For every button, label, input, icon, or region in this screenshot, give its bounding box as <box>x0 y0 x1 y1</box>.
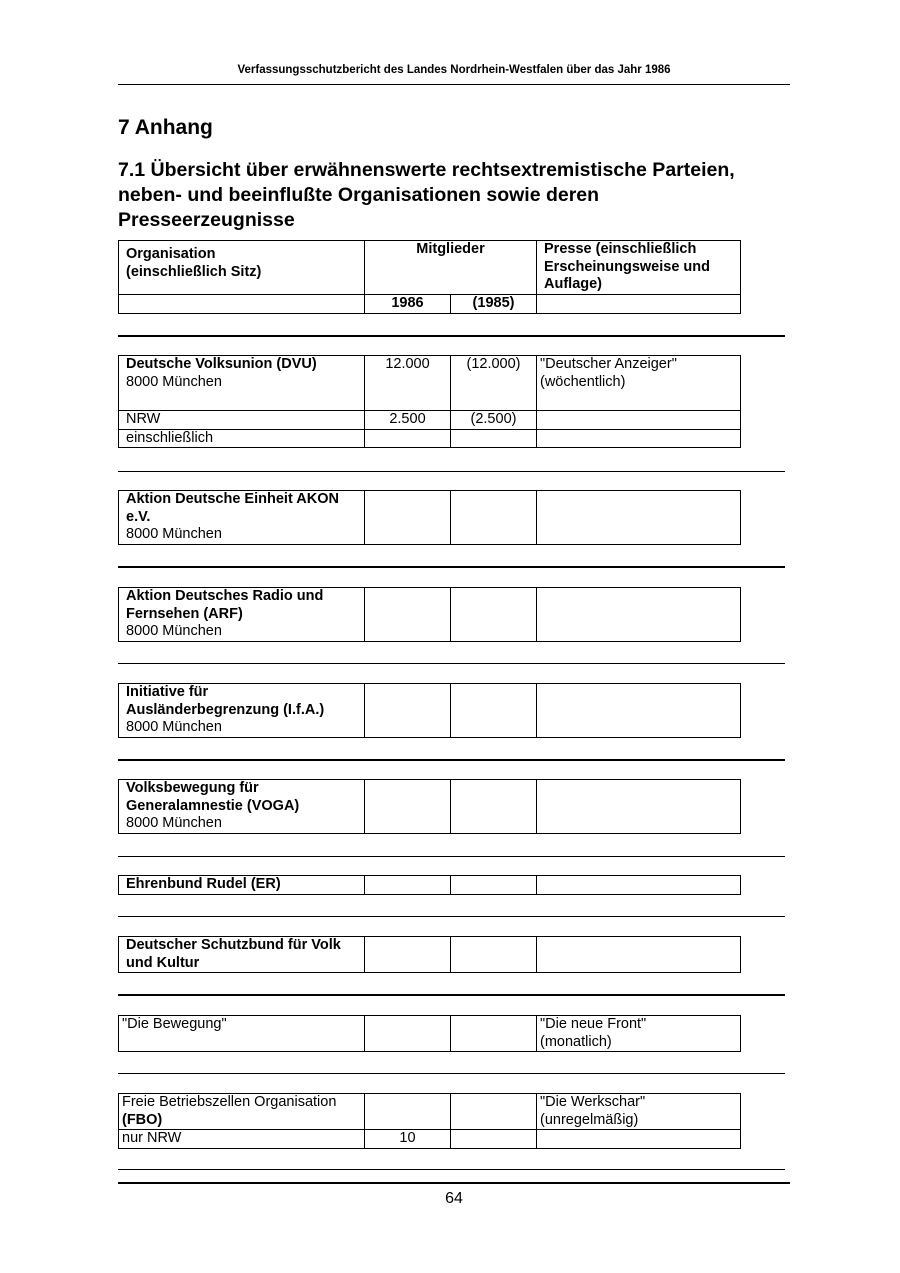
empty-cell <box>537 780 741 834</box>
separator <box>118 994 785 996</box>
empty-cell <box>537 937 741 973</box>
org-table-bewegung <box>118 1015 741 1052</box>
empty-cell <box>365 429 451 448</box>
chapter-title: 7 Anhang <box>118 116 213 139</box>
separator <box>118 566 785 568</box>
footer-rule <box>118 1182 790 1184</box>
org-table-voga <box>118 779 741 834</box>
empty-cell <box>365 876 451 895</box>
sub-label-cell: NRW <box>119 411 365 430</box>
empty-cell <box>451 780 537 834</box>
empty-cell <box>365 684 451 738</box>
empty-cell <box>451 876 537 895</box>
sub-members-1985-cell: (2.500) <box>451 411 537 430</box>
separator <box>118 916 785 917</box>
separator <box>118 471 785 472</box>
org-table-er <box>118 875 741 895</box>
empty-cell <box>451 684 537 738</box>
org-table-schutzbund <box>118 936 741 973</box>
press-cell: "Deutscher Anzeiger" (wöchentlich) <box>537 356 741 411</box>
organisation-cell: Initiative für Ausländerbegrenzung (I.f.A.) 8000 München <box>119 684 365 738</box>
organisation-cell: Deutscher Schutzbund für Volk und Kultur <box>119 937 365 973</box>
empty-cell <box>365 1016 451 1052</box>
press-cell: "Die neue Front" (monatlich) <box>537 1016 741 1052</box>
table-header <box>118 240 741 314</box>
separator <box>118 759 785 761</box>
empty-cell <box>451 588 537 642</box>
year-1986-header: 1986 <box>365 295 451 314</box>
empty-cell <box>365 780 451 834</box>
empty-cell <box>365 1094 451 1130</box>
empty-cell <box>365 491 451 545</box>
members-1985-cell: (12.000) <box>451 356 537 411</box>
empty-cell <box>537 491 741 545</box>
sub-label-cell: nur NRW <box>119 1130 365 1149</box>
page-number: 64 <box>445 1190 463 1207</box>
empty-cell <box>537 588 741 642</box>
separator <box>118 1169 785 1170</box>
empty-cell <box>451 1016 537 1052</box>
empty-cell <box>451 1130 537 1149</box>
organisation-cell: Aktion Deutsche Einheit AKON e.V. 8000 München <box>119 491 365 545</box>
org-table-ifa <box>118 683 741 738</box>
organisation-cell: Aktion Deutsches Radio und Fernsehen (ARF) 8000 München <box>119 588 365 642</box>
organisation-cell: Ehrenbund Rudel (ER) <box>119 876 365 895</box>
org-table-dvu <box>118 355 741 448</box>
separator <box>118 1073 785 1074</box>
empty-cell <box>451 491 537 545</box>
section-title: 7.1 Übersicht über erwähnenswerte rechtsextremistische Parteien, neben- und beeinflußte Organisationen sowie deren Presseerzeugnisse <box>118 159 735 231</box>
organisation-cell: Freie Betriebszellen Organisation (FBO) <box>119 1094 365 1130</box>
empty-cell <box>119 295 365 314</box>
empty-cell <box>537 295 741 314</box>
empty-cell <box>451 937 537 973</box>
empty-cell <box>537 411 741 430</box>
press-cell: "Die Werkschar" (unregelmäßig) <box>537 1094 741 1130</box>
org-table-akon <box>118 490 741 545</box>
empty-cell <box>537 684 741 738</box>
organisation-column-header: Organisation (einschließlich Sitz) <box>119 241 365 295</box>
members-1986-cell: 12.000 <box>365 356 451 411</box>
empty-cell <box>451 429 537 448</box>
empty-cell <box>365 937 451 973</box>
empty-cell <box>537 1130 741 1149</box>
organisation-cell: "Die Bewegung" <box>119 1016 365 1052</box>
separator <box>118 335 785 337</box>
press-column-header: Presse (einschließlich Erscheinungsweise und Auflage) <box>537 241 741 295</box>
year-1985-header: (1985) <box>451 295 537 314</box>
organisation-cell: Deutsche Volksunion (DVU) 8000 München <box>119 356 365 411</box>
empty-cell <box>537 876 741 895</box>
empty-cell <box>365 588 451 642</box>
sub-members-1986-cell: 2.500 <box>365 411 451 430</box>
org-table-arf <box>118 587 741 642</box>
separator <box>118 663 785 664</box>
org-table-fbo <box>118 1093 741 1149</box>
header-rule <box>118 84 790 85</box>
organisation-cell: Volksbewegung für Generalamnestie (VOGA) 8000 München <box>119 780 365 834</box>
separator <box>118 856 785 857</box>
sub-members-1986-cell: 10 <box>365 1130 451 1149</box>
members-column-header: Mitglieder <box>365 241 537 295</box>
empty-cell <box>451 1094 537 1130</box>
empty-cell <box>537 429 741 448</box>
running-header: Verfassungsschutzbericht des Landes Nordrhein-Westfalen über das Jahr 1986 <box>237 64 671 76</box>
sub-note-cell: einschließlich <box>119 429 365 448</box>
